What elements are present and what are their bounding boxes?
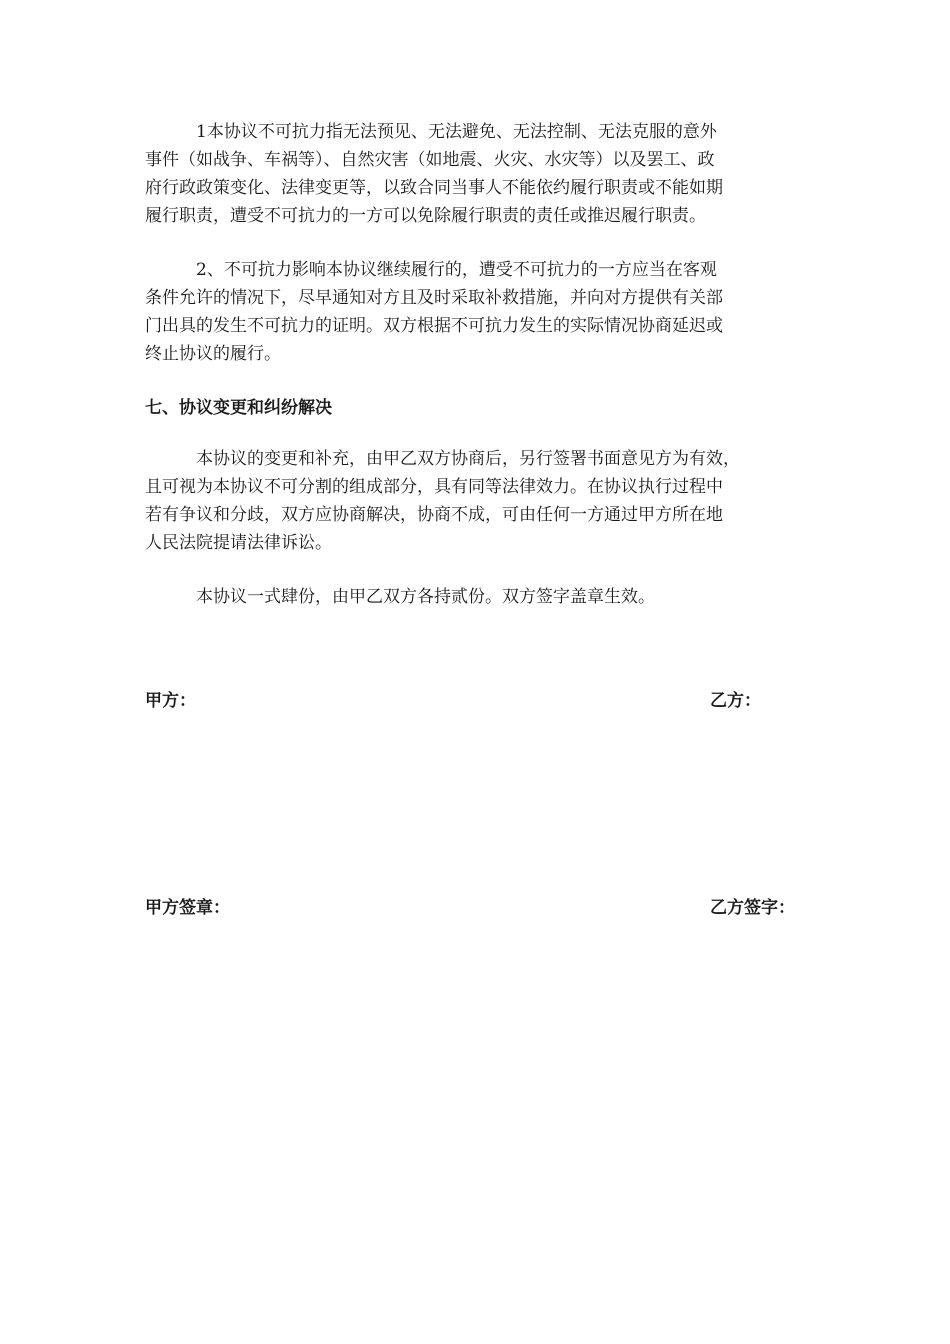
- amendment-dispute-clause: 本协议的变更和补充，由甲乙双方协商后，另行签署书面意见方为有效， 且可视为本协议不可分割的组成部分，具有同等法律效力。在协议执行过程中 若有争议和分歧，双方应协商解决，协商不成，可由任何一方通过甲方所在地 人民法院提请法律诉讼。: [145, 449, 740, 553]
- party-a-label: 甲方：: [145, 691, 196, 711]
- section-heading: 七、协议变更和纠纷解决: [145, 398, 332, 418]
- force-majeure-clause-2: 2、不可抗力影响本协议继续履行的，遭受不可抗力的一方应当在客观 条件允许的情况下，尽早通知对方且及时采取补救措施，并向对方提供有关部 门出具的发生不可抗力的证明。双方根据不可抗力发生的实际情况协商延迟或 终止协议的履行。: [145, 260, 723, 364]
- party-b-signature-label: 乙方签字：: [710, 898, 795, 918]
- copies-clause: 本协议一式肆份，由甲乙双方各持贰份。双方签字盖章生效。: [145, 587, 655, 607]
- party-b-label: 乙方：: [710, 691, 761, 711]
- party-a-seal-label: 甲方签章：: [145, 898, 230, 918]
- force-majeure-clause-1: 1本协议不可抗力指无法预见、无法避免、无法控制、无法克服的意外 事件（如战争、车祸等）、自然灾害（如地震、火灾、水灾等）以及罢工、政 府行政政策变化、法律变更等，以致合同当事人不能依约履行职责或不能如期 履行职责，遭受不可抗力的一方可以免除履行职责的责任或推迟履行职责。: [145, 122, 723, 226]
